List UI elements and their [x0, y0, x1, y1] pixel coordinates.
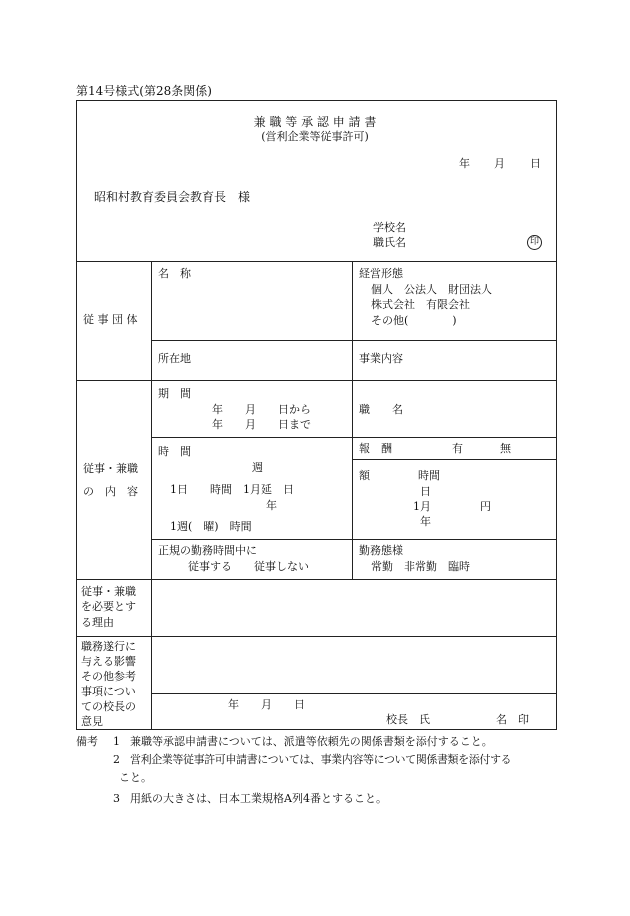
- amount-month: 1月: [413, 500, 431, 513]
- amount-hour: 時間: [418, 469, 440, 482]
- principal-opinion-label: 与える影響: [81, 655, 136, 668]
- divider: [151, 261, 152, 730]
- time-label: 時 間: [158, 445, 191, 458]
- note-text: 営利企業等従事許可申請書については、事業内容等について関係書類を添付する: [130, 753, 512, 766]
- position-label: 職 名: [359, 403, 403, 416]
- form-subtitle: (営利企業等従事許可): [261, 130, 369, 143]
- amount-label: 額: [359, 469, 370, 482]
- divider: [76, 636, 557, 637]
- duty-hours-options: 従事する 従事しない: [188, 560, 309, 573]
- work-style-options: 常勤 非常勤 臨時: [371, 560, 470, 573]
- work-style-label: 勤務態様: [359, 544, 403, 557]
- content-heading: 従事・兼職: [83, 462, 138, 475]
- note-number: 3: [113, 792, 120, 805]
- principal-opinion-label: 職務遂行に: [81, 640, 136, 653]
- principal-opinion-label: ての校長の: [81, 700, 136, 713]
- divider: [151, 693, 557, 694]
- principal-opinion-label: その他参考: [81, 670, 136, 683]
- form-number: 第14号様式(第28条関係): [76, 84, 212, 98]
- org-heading: 従 事 団 体: [83, 313, 138, 326]
- pay-no: 無: [500, 442, 511, 455]
- org-type-options: 株式会社 有限会社: [371, 298, 470, 311]
- time-weekday: 1週( 曜) 時間: [170, 520, 252, 533]
- time-day: 1日 時間 1月延 日: [170, 483, 294, 496]
- date-year: 年: [459, 157, 470, 170]
- pay-label: 報 酬: [359, 442, 392, 455]
- note-text: こと。: [119, 771, 152, 784]
- divider: [352, 261, 353, 579]
- principal-signature: 校長 氏 名 印: [386, 713, 529, 726]
- pay-yes: 有: [452, 442, 463, 455]
- reason-label: る理由: [81, 616, 114, 629]
- org-business-label: 事業内容: [359, 352, 403, 365]
- time-week: 週: [252, 461, 263, 474]
- reason-label: を必要とす: [81, 600, 136, 613]
- form-title: 兼 職 等 承 認 申 請 書: [253, 115, 377, 129]
- org-address-label: 所在地: [158, 352, 191, 365]
- content-heading: の 内 容: [83, 485, 138, 498]
- time-year: 年: [266, 499, 277, 512]
- reason-label: 従事・兼職: [81, 585, 136, 598]
- addressee: 昭和村教育委員会教育長 様: [94, 190, 251, 204]
- divider: [352, 459, 557, 460]
- divider: [151, 539, 557, 540]
- amount-year: 年: [420, 515, 431, 528]
- divider: [151, 437, 557, 438]
- principal-opinion-label: 意見: [81, 715, 103, 728]
- divider: [151, 340, 557, 341]
- school-name-label: 学校名: [373, 221, 406, 234]
- period-from: 年 月 日から: [212, 403, 311, 416]
- org-name-label: 名 称: [158, 267, 191, 280]
- principal-date: 年 月 日: [228, 698, 305, 711]
- divider: [76, 261, 557, 262]
- org-type-options: その他( ): [371, 314, 457, 327]
- date-month: 月: [494, 157, 505, 170]
- note-number: 1: [113, 735, 120, 748]
- amount-yen: 円: [480, 500, 491, 513]
- org-type-options: 個人 公法人 財団法人: [371, 283, 492, 296]
- note-text: 兼職等承認申請書については、派遣等依頼先の関係書類を添付すること。: [130, 735, 493, 748]
- note-text: 用紙の大きさは、日本工業規格A列4番とすること。: [130, 792, 387, 805]
- org-type-label: 経営形態: [359, 267, 403, 280]
- notes-prefix: 備考: [76, 735, 98, 748]
- period-label: 期 間: [158, 387, 191, 400]
- divider: [76, 579, 557, 580]
- duty-hours-label: 正規の勤務時間中に: [158, 544, 257, 557]
- principal-opinion-label: 事項につい: [81, 685, 136, 698]
- date-day: 日: [530, 157, 541, 170]
- period-to: 年 月 日まで: [212, 418, 311, 431]
- amount-day: 日: [420, 485, 431, 498]
- note-number: 2: [113, 753, 120, 766]
- seal-mark: 印: [527, 235, 542, 250]
- divider: [76, 380, 557, 381]
- applicant-name-label: 職氏名: [373, 236, 406, 249]
